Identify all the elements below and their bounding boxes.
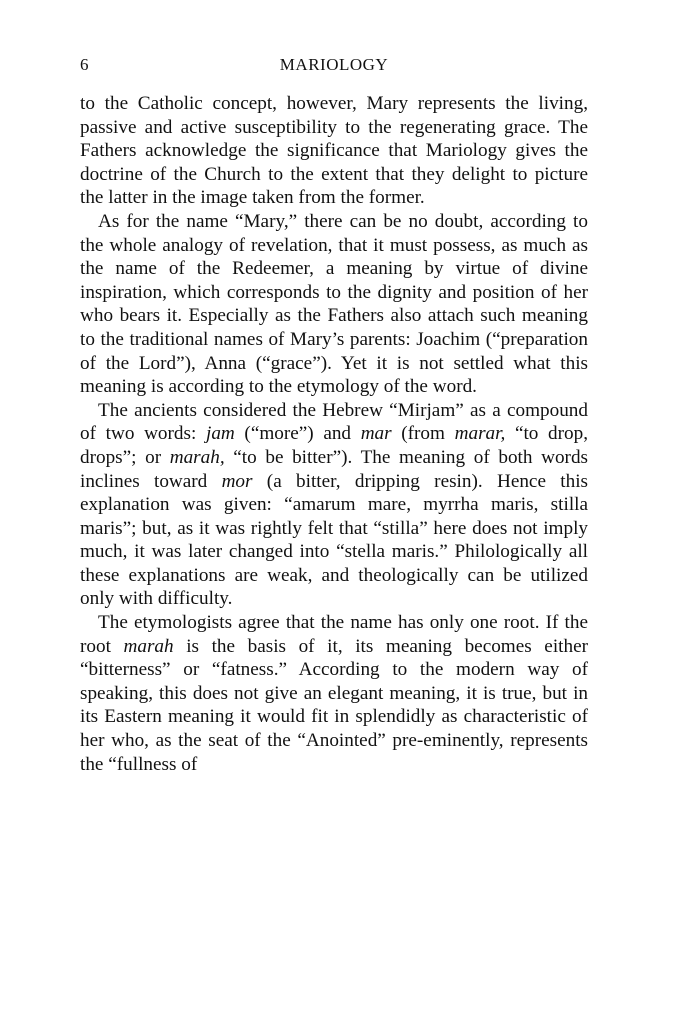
text-run: “to be bitter”). The meaning of both words inclines toward — [80, 446, 588, 492]
italic-term: jam — [205, 423, 235, 445]
italic-term: mor — [221, 470, 253, 492]
running-head — [80, 52, 588, 78]
running-title: MARIOLOGY — [279, 55, 389, 74]
body-text — [80, 92, 588, 776]
text-run: (“more”) and — [234, 423, 361, 445]
text-run: The etymologists agree that the name has only one root. If the root — [80, 612, 588, 657]
paragraph — [80, 210, 588, 399]
text-run: is the basis of it, its meaning becomes either “bitterness” or “fatness.” According to the modern way of speaking, this does not give an elegant meaning, it is true, but in its Eastern meaning it would fit in splendidly as characteristic of her who, as the seat of the “Anointed” pre-eminently, represents the “fullness of — [80, 635, 588, 775]
italic-term: marah, — [169, 446, 225, 468]
text-run: As for the name “Mary,” there can be no doubt, according to the whole analogy of revelation, that it must possess, as much as the name of the Redeemer, a meaning by virtue of divine inspiration, which corresponds to the dignity and position of her who bears it. Especially as the Fathers also attach such meaning to the traditional names of Mary’s parents: Joachim (“preparation of the Lord”), Anna (“grace”). Yet it is not settled what this meaning is according to the etymology of the word. — [80, 210, 588, 398]
paragraph — [80, 399, 588, 611]
text-run: (a bitter, dripping resin). Hence this explanation was given: “amarum mare, myrrha maris, stilla maris”; but, as it was rightly felt that “stilla” here does not imply much, it was later changed into “stella maris.” Philologically all these explanations are weak, and theologically can be utilized only with difficulty. — [80, 470, 588, 610]
text-run: to the Catholic concept, however, Mary represents the living, passive and active susceptibility to the regenerating grace. The Fathers acknowledge the significance that Mariology gives the doctrine of the Church to the extent that they delight to picture the latter in the image taken from the former. — [80, 93, 588, 209]
italic-term: mar — [360, 423, 392, 445]
italic-term: marar, — [454, 423, 506, 445]
paragraph — [80, 92, 588, 210]
text-run: (from — [391, 423, 455, 445]
book-page — [80, 52, 588, 776]
page-number: 6 — [80, 55, 89, 74]
text-run: The ancients considered the Hebrew “Mirjam” as a compound of two words: — [80, 399, 588, 445]
paragraph — [80, 611, 588, 776]
italic-term: marah — [123, 635, 174, 657]
text-run: “to drop, drops”; or — [80, 423, 589, 468]
